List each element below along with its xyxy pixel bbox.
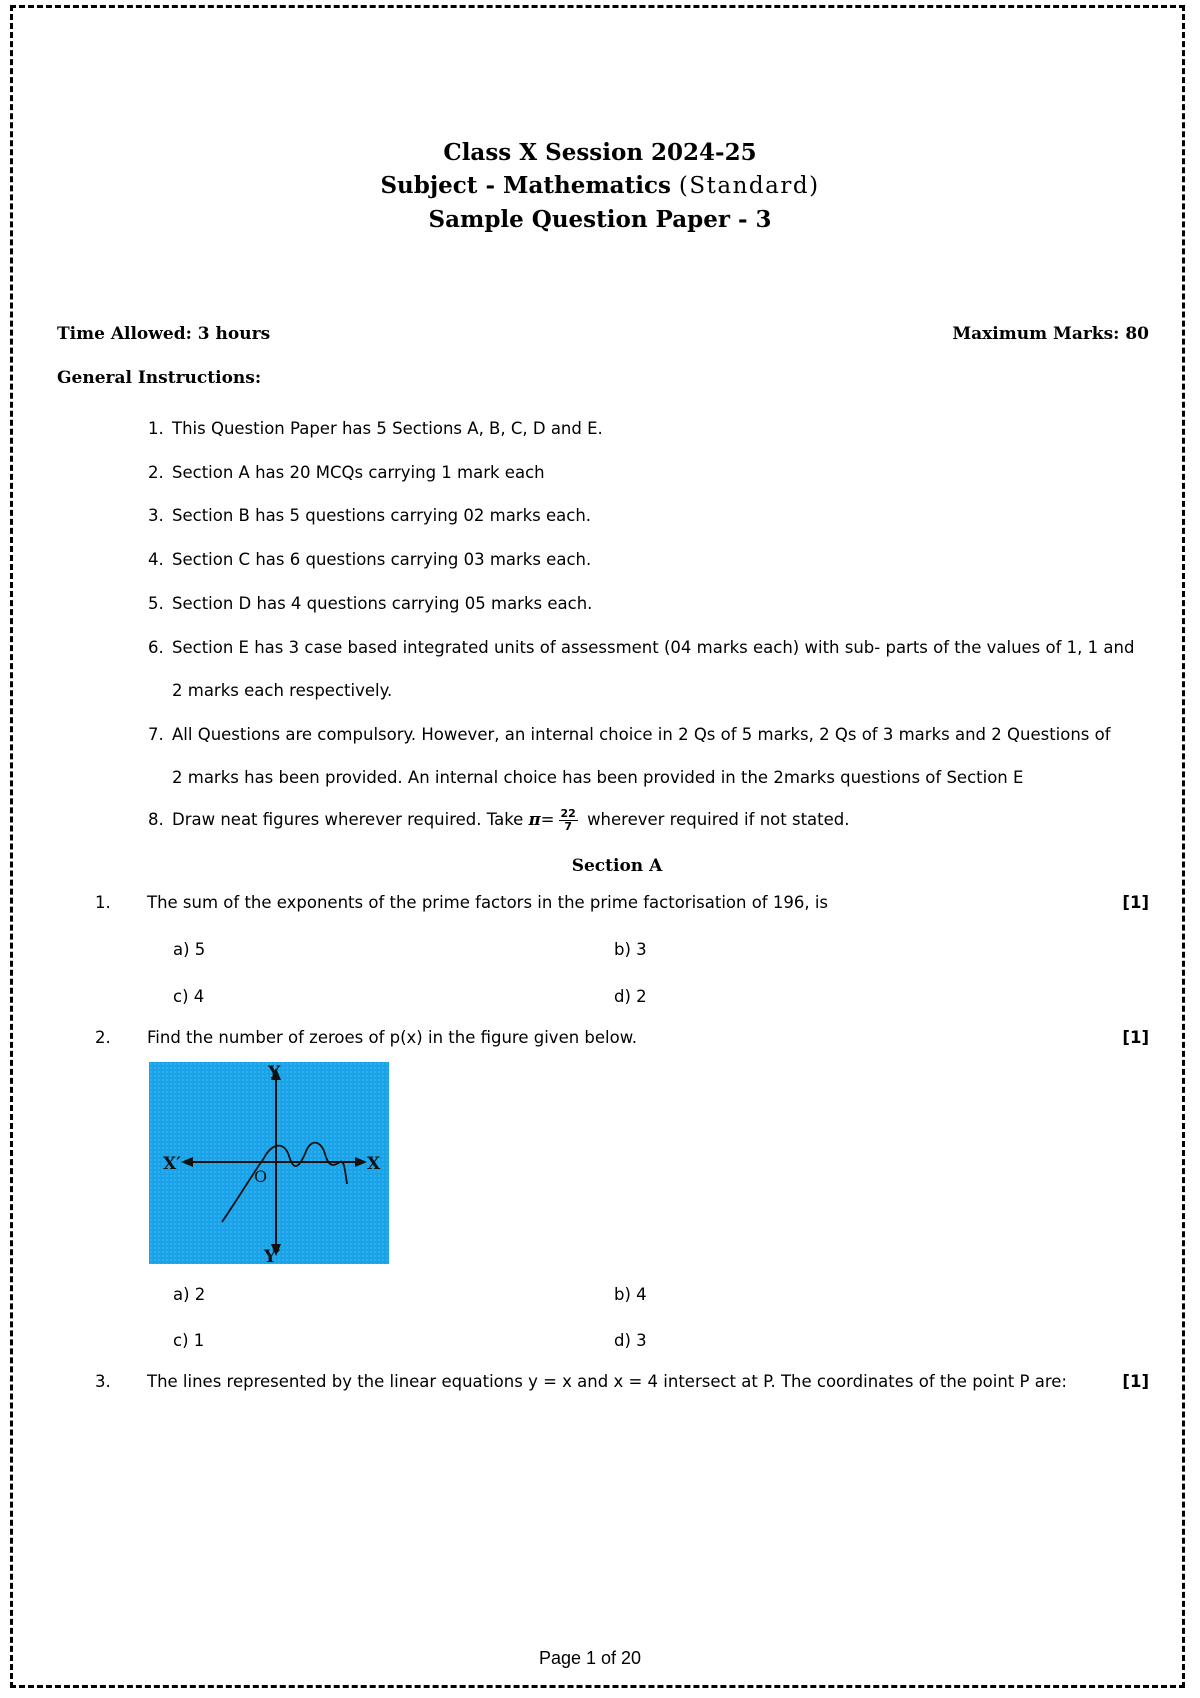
instruction-item: [148, 808, 1148, 833]
session-title: Class X Session 2024-25: [443, 139, 757, 166]
instruction-number: 7.: [148, 725, 164, 744]
question-marks: [1]: [1122, 893, 1149, 912]
question-number: 3.: [95, 1372, 111, 1391]
instruction-number: 2.: [148, 463, 164, 482]
option-d: d) 3: [614, 1331, 647, 1350]
instruction-continuation: 2 marks has been provided. An internal choice has been provided in the 2marks questions of Section E: [172, 768, 1024, 787]
option-a: a) 2: [173, 1285, 206, 1304]
instruction-number: 1.: [148, 419, 164, 438]
instruction-item: [148, 637, 1148, 700]
option-b: b) 4: [614, 1285, 647, 1304]
time-allowed: Time Allowed: 3 hours: [57, 324, 271, 344]
instruction-number: 8.: [148, 810, 164, 829]
instruction-number: 5.: [148, 594, 164, 613]
instruction-item: [148, 462, 1148, 484]
x-neg-axis-label: X′: [163, 1154, 181, 1174]
instruction-text: Draw neat figures wherever required. Take: [172, 810, 524, 829]
paper-title: [0, 136, 1200, 236]
fraction-denominator: 7: [564, 820, 572, 833]
option-a: a) 5: [173, 940, 206, 959]
subject-name: Subject - Mathematics: [380, 172, 671, 199]
question-text: Find the number of zeroes of p(x) in the figure given below.: [147, 1028, 637, 1047]
maximum-marks: Maximum Marks: 80: [952, 324, 1149, 344]
instruction-item: [148, 549, 1148, 571]
question-number: 1.: [95, 893, 111, 912]
instruction-text: Section B has 5 questions carrying 02 marks each.: [172, 506, 592, 525]
question-marks: [1]: [1122, 1372, 1149, 1391]
page-footer: Page 1 of 20: [538, 1648, 642, 1668]
instruction-number: 6.: [148, 638, 164, 657]
y-axis-label: Y: [268, 1063, 281, 1083]
instruction-text: Section D has 4 questions carrying 05 marks each.: [172, 594, 593, 613]
question-number: 2.: [95, 1028, 111, 1047]
option-b: b) 3: [614, 940, 647, 959]
instruction-text: Section C has 6 questions carrying 03 marks each.: [172, 550, 592, 569]
paper-number: Sample Question Paper - 3: [428, 206, 772, 233]
option-d: d) 2: [614, 987, 647, 1006]
origin-label: O: [254, 1167, 268, 1186]
question-text: The sum of the exponents of the prime factors in the prime factorisation of 196, is: [147, 893, 829, 912]
instruction-text: This Question Paper has 5 Sections A, B, C, D and E.: [172, 419, 603, 438]
y-neg-axis-label: Y′: [264, 1247, 281, 1264]
fraction-22-over-7: [559, 808, 578, 833]
instruction-continuation: 2 marks each respectively.: [172, 681, 393, 700]
general-instructions-heading: General Instructions:: [57, 368, 262, 388]
question-marks: [1]: [1122, 1028, 1149, 1047]
instruction-number: 3.: [148, 506, 164, 525]
instruction-item: [148, 593, 1148, 615]
section-a-heading: Section A: [571, 856, 663, 876]
instruction-text: All Questions are compulsory. However, an internal choice in 2 Qs of 5 marks, 2 Qs of 3 marks and 2 Questions of: [172, 725, 1111, 744]
subject-title: [0, 169, 1200, 203]
instruction-text: Section E has 3 case based integrated units of assessment (04 marks each) with sub- parts of the values of 1, 1 and: [172, 638, 1135, 657]
instruction-item: [148, 505, 1148, 527]
option-c: c) 1: [173, 1331, 205, 1350]
pi-symbol: π: [528, 810, 541, 829]
polynomial-graph-figure: [149, 1062, 389, 1264]
fraction-numerator: 22: [560, 807, 576, 820]
option-c: c) 4: [173, 987, 205, 1006]
x-axis-label: X: [367, 1154, 381, 1174]
instruction-number: 4.: [148, 550, 164, 569]
subject-level: (Standard): [678, 173, 820, 199]
question-text: The lines represented by the linear equations y = x and x = 4 intersect at P. The coordinates of the point P are:: [147, 1372, 1067, 1391]
instruction-text-after: wherever required if not stated.: [587, 810, 850, 829]
equals-sign: =: [540, 810, 555, 829]
instruction-item: [148, 418, 1148, 440]
instruction-item: [148, 724, 1148, 787]
page-border: [10, 5, 1185, 1688]
instruction-text: Section A has 20 MCQs carrying 1 mark each: [172, 463, 545, 482]
